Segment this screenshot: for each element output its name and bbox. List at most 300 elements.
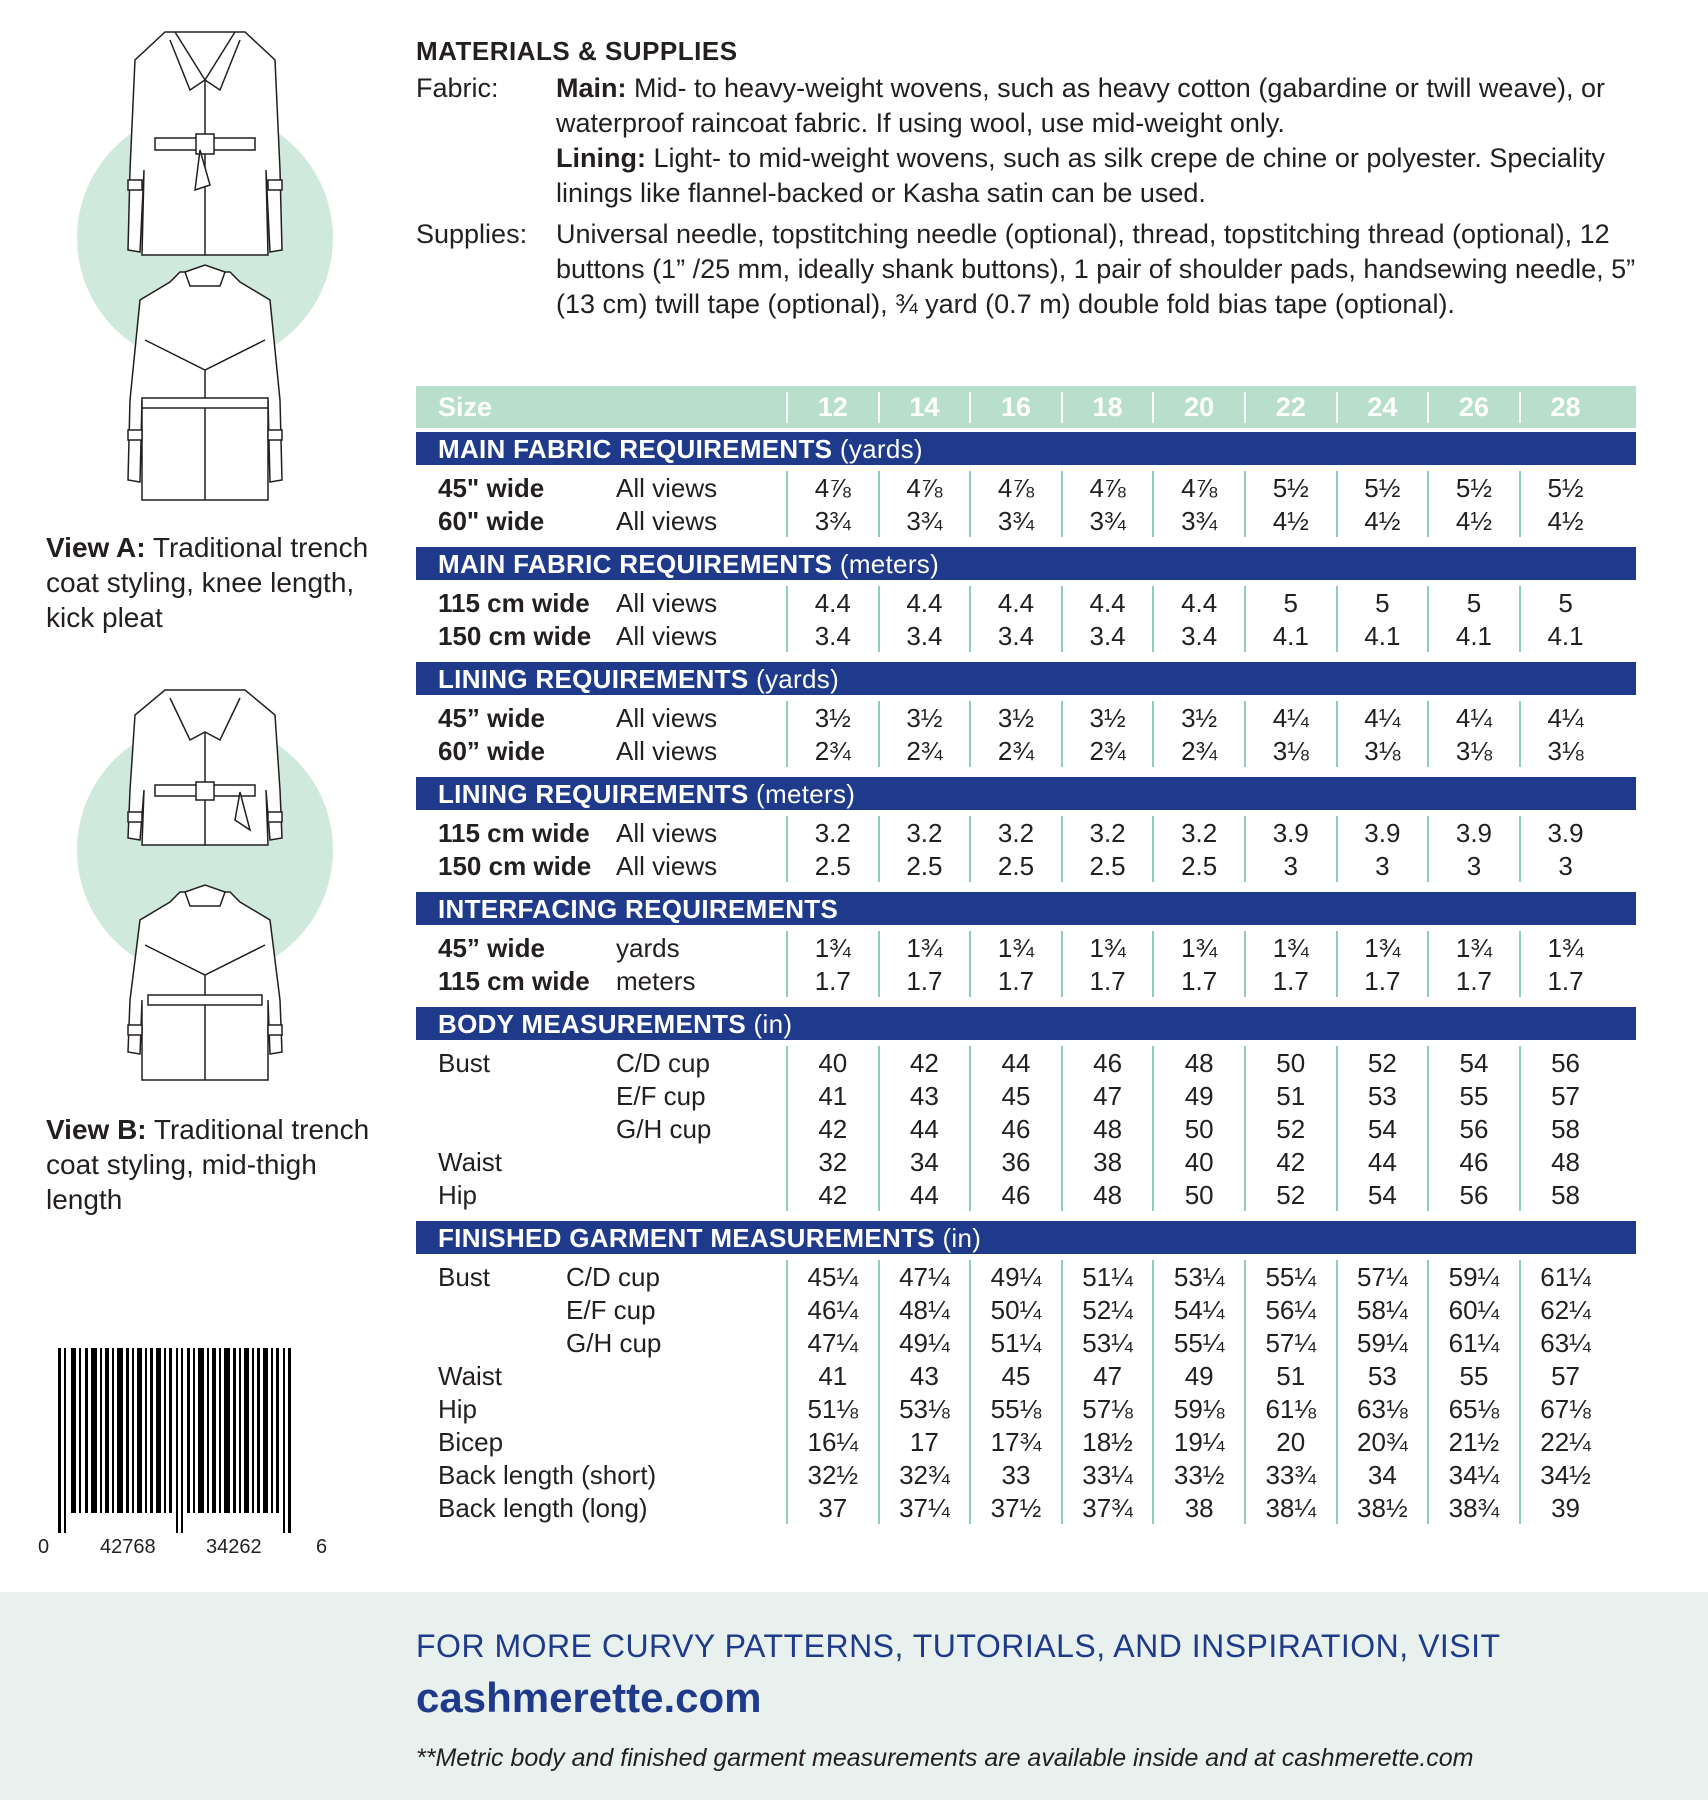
- table-row: [416, 1260, 1636, 1293]
- table-cell: 5½: [1427, 471, 1519, 504]
- table-cell: 55: [1427, 1359, 1519, 1392]
- row-label: Waist: [438, 1361, 503, 1391]
- row-sublabel: E/F cup: [616, 1081, 706, 1111]
- table-cell: 3.4: [878, 619, 970, 652]
- table-cell: 4.4: [878, 586, 970, 619]
- row-label: Hip: [438, 1394, 478, 1424]
- table-cell: 3⅛: [1244, 734, 1336, 767]
- table-cell: 40: [786, 1046, 878, 1079]
- table-row: [416, 1178, 1636, 1211]
- table-cell: 1.7: [786, 964, 878, 997]
- table-cell: 1.7: [878, 964, 970, 997]
- table-cell: 3½: [1061, 701, 1153, 734]
- table-cell: 56¼: [1244, 1293, 1336, 1326]
- table-row: [416, 701, 1636, 734]
- row-sublabel: meters: [616, 966, 696, 996]
- row-sublabel: [566, 1425, 786, 1458]
- table-cell: 3¾: [786, 504, 878, 537]
- lining-text: Light- to mid-weight wovens, such as silk crepe de chine or polyester. Speciality linings like flannel-backed or Kasha satin can be used.: [556, 143, 1605, 208]
- table-cell: 63¼: [1519, 1326, 1611, 1359]
- table-cell: 2.5: [969, 849, 1061, 882]
- table-cell: 2.5: [878, 849, 970, 882]
- table-cell: 1¾: [1427, 931, 1519, 964]
- table-cell: 16¼: [786, 1425, 878, 1458]
- table-cell: 50¼: [969, 1293, 1061, 1326]
- section-rows: [416, 810, 1636, 888]
- table-row: [416, 1425, 1636, 1458]
- table-cell: 3½: [1152, 701, 1244, 734]
- table-cell: 4.4: [969, 586, 1061, 619]
- table-cell: 57¼: [1244, 1326, 1336, 1359]
- table-cell: 57¼: [1336, 1260, 1428, 1293]
- table-cell: 48: [1152, 1046, 1244, 1079]
- table-cell: 3.2: [1152, 816, 1244, 849]
- lining-fabric-text: [556, 141, 1636, 211]
- table-cell: 55¼: [1152, 1326, 1244, 1359]
- table-cell: 44: [878, 1112, 970, 1145]
- table-cell: 37: [786, 1491, 878, 1524]
- table-cell: 33¼: [1061, 1458, 1153, 1491]
- table-row: [416, 1293, 1636, 1326]
- table-cell: 49: [1152, 1079, 1244, 1112]
- table-cell: 3.2: [786, 816, 878, 849]
- table-cell: 51: [1244, 1079, 1336, 1112]
- row-label: 150 cm wide: [438, 851, 592, 881]
- view-b-name: View B:: [46, 1114, 147, 1145]
- table-cell: 67⅛: [1519, 1392, 1611, 1425]
- barcode-digit-1: 0: [38, 1536, 50, 1558]
- table-cell: 1¾: [878, 931, 970, 964]
- table-cell: 4.1: [1427, 619, 1519, 652]
- section-title: INTERFACING REQUIREMENTS: [438, 894, 839, 924]
- table-cell: 5½: [1244, 471, 1336, 504]
- table-cell: 1.7: [1519, 964, 1611, 997]
- table-cell: 53⅛: [878, 1392, 970, 1425]
- table-cell: 61¼: [1427, 1326, 1519, 1359]
- row-label: 60” wide: [438, 736, 545, 766]
- table-cell: 51¼: [1061, 1260, 1153, 1293]
- table-cell: 1¾: [1152, 931, 1244, 964]
- row-sublabel: E/F cup: [566, 1295, 656, 1325]
- main-label: Main:: [556, 73, 627, 103]
- table-cell: 32½: [786, 1458, 878, 1491]
- table-cell: 55: [1427, 1079, 1519, 1112]
- section-5: [416, 1007, 1636, 1217]
- table-cell: 49¼: [878, 1326, 970, 1359]
- table-cell: 17¾: [969, 1425, 1061, 1458]
- table-cell: 60¼: [1427, 1293, 1519, 1326]
- row-sublabel: C/D cup: [616, 1048, 710, 1078]
- table-cell: 44: [969, 1046, 1061, 1079]
- section-unit: (yards): [839, 434, 923, 464]
- table-cell: 53: [1336, 1359, 1428, 1392]
- table-row: [416, 1145, 1636, 1178]
- table-row: [416, 816, 1636, 849]
- section-2: [416, 662, 1636, 773]
- table-cell: 4.4: [786, 586, 878, 619]
- row-label: Back length (long): [438, 1493, 648, 1523]
- section-6: [416, 1221, 1636, 1530]
- table-row: [416, 1392, 1636, 1425]
- table-row: [416, 964, 1636, 997]
- table-cell: 58¼: [1336, 1293, 1428, 1326]
- table-cell: 4.4: [1061, 586, 1153, 619]
- section-title: BODY MEASUREMENTS: [438, 1009, 746, 1039]
- table-cell: 40: [1152, 1145, 1244, 1178]
- table-cell: 61¼: [1519, 1260, 1611, 1293]
- table-cell: 3.4: [786, 619, 878, 652]
- table-cell: 59⅛: [1152, 1392, 1244, 1425]
- row-label: 115 cm wide: [438, 966, 590, 996]
- footer: [0, 1592, 1708, 1800]
- table-cell: 53: [1336, 1079, 1428, 1112]
- table-cell: 57: [1519, 1359, 1611, 1392]
- table-cell: 57: [1519, 1079, 1611, 1112]
- table-cell: 3¾: [878, 504, 970, 537]
- section-rows: [416, 925, 1636, 1003]
- table-cell: 57⅛: [1061, 1392, 1153, 1425]
- table-cell: 46¼: [786, 1293, 878, 1326]
- section-header: [416, 547, 1636, 580]
- table-row: [416, 1046, 1636, 1079]
- table-cell: 34: [1336, 1458, 1428, 1491]
- table-cell: 59¼: [1427, 1260, 1519, 1293]
- table-cell: 1.7: [1244, 964, 1336, 997]
- table-cell: 33½: [1152, 1458, 1244, 1491]
- table-cell: 17: [878, 1425, 970, 1458]
- row-sublabel: yards: [616, 933, 680, 963]
- table-cell: 2¾: [878, 734, 970, 767]
- table-cell: 3½: [969, 701, 1061, 734]
- table-cell: 59¼: [1336, 1326, 1428, 1359]
- table-cell: 1.7: [1336, 964, 1428, 997]
- table-cell: 2¾: [786, 734, 878, 767]
- table-cell: 3: [1336, 849, 1428, 882]
- table-cell: 20¾: [1336, 1425, 1428, 1458]
- table-cell: 54: [1336, 1112, 1428, 1145]
- table-cell: 4.1: [1336, 619, 1428, 652]
- table-cell: 1.7: [969, 964, 1061, 997]
- table-cell: 48: [1061, 1178, 1153, 1211]
- table-cell: 2¾: [1152, 734, 1244, 767]
- row-sublabel: [566, 1392, 786, 1425]
- table-cell: 48¼: [878, 1293, 970, 1326]
- table-cell: 37¾: [1061, 1491, 1153, 1524]
- table-cell: 43: [878, 1359, 970, 1392]
- view-a-caption: [46, 530, 376, 635]
- table-cell: 53¼: [1061, 1326, 1153, 1359]
- table-cell: 48: [1519, 1145, 1611, 1178]
- section-header: [416, 432, 1636, 465]
- table-cell: 4¼: [1336, 701, 1428, 734]
- table-cell: 3⅛: [1336, 734, 1428, 767]
- table-cell: 41: [786, 1359, 878, 1392]
- table-cell: 44: [1336, 1145, 1428, 1178]
- table-cell: 3: [1519, 849, 1611, 882]
- size-chart: [416, 386, 1636, 1530]
- section-unit: (in): [942, 1223, 982, 1253]
- row-label: Bust: [438, 1262, 491, 1292]
- barcode-digit-4: 6: [316, 1536, 328, 1558]
- table-cell: 37½: [969, 1491, 1061, 1524]
- table-cell: 32: [786, 1145, 878, 1178]
- row-sublabel: All views: [616, 736, 718, 766]
- barcode-digit-3: 34262: [206, 1536, 262, 1558]
- table-cell: 4½: [1519, 504, 1611, 537]
- row-sublabel: All views: [616, 818, 718, 848]
- main-fabric-text: [556, 71, 1636, 141]
- table-cell: 38: [1152, 1491, 1244, 1524]
- row-label: 150 cm wide: [438, 621, 592, 651]
- table-cell: 58: [1519, 1112, 1611, 1145]
- supplies-row: [416, 217, 1636, 322]
- table-cell: 4⅞: [1152, 471, 1244, 504]
- table-row: [416, 619, 1636, 652]
- table-cell: 1.7: [1152, 964, 1244, 997]
- table-row: [416, 586, 1636, 619]
- table-row: [416, 1359, 1636, 1392]
- fabric-row: [416, 71, 1636, 211]
- table-row: [416, 1079, 1636, 1112]
- size-12: 12: [786, 392, 878, 423]
- table-cell: 1.7: [1427, 964, 1519, 997]
- table-cell: 5: [1336, 586, 1428, 619]
- row-label: [416, 1112, 616, 1145]
- fabric-label: Fabric:: [416, 73, 499, 103]
- size-28: 28: [1519, 392, 1611, 423]
- row-sublabel: All views: [616, 703, 718, 733]
- section-rows: [416, 1254, 1636, 1530]
- table-cell: 22¼: [1519, 1425, 1611, 1458]
- table-cell: 1¾: [1061, 931, 1153, 964]
- table-cell: 4⅞: [969, 471, 1061, 504]
- row-sublabel: G/H cup: [616, 1114, 712, 1144]
- table-cell: 3: [1244, 849, 1336, 882]
- table-row: [416, 734, 1636, 767]
- table-cell: 56: [1519, 1046, 1611, 1079]
- supplies-text: Universal needle, topstitching needle (optional), thread, topstitching thread (optional), 12 buttons (1” /25 mm, ideally shank buttons), 1 pair of shoulder pads, handsewing needle, 5” (13 cm) twill tape (optional), ¾ yard (0.7 m) double fold bias tape (optional).: [556, 219, 1636, 319]
- row-sublabel: All views: [616, 473, 718, 503]
- table-cell: 1¾: [786, 931, 878, 964]
- table-cell: 42: [878, 1046, 970, 1079]
- table-cell: 49: [1152, 1359, 1244, 1392]
- section-rows: [416, 695, 1636, 773]
- lining-label: Lining:: [556, 143, 646, 173]
- table-cell: 47¼: [878, 1260, 970, 1293]
- section-header: [416, 1221, 1636, 1254]
- size-14: 14: [878, 392, 970, 423]
- size-16: 16: [969, 392, 1061, 423]
- main-text: Mid- to heavy-weight wovens, such as heavy cotton (gabardine or twill weave), or waterproof raincoat fabric. If using wool, use mid-weight only.: [556, 73, 1605, 138]
- table-cell: 44: [878, 1178, 970, 1211]
- row-sublabel: All views: [616, 506, 718, 536]
- table-cell: 21½: [1427, 1425, 1519, 1458]
- barcode: [38, 1348, 338, 1560]
- footer-note: **Metric body and finished garment measurements are available inside and at cashmerette.com: [416, 1744, 1474, 1772]
- row-sublabel: [566, 1458, 786, 1491]
- table-cell: 42: [786, 1178, 878, 1211]
- table-cell: 1¾: [1336, 931, 1428, 964]
- table-cell: 42: [786, 1112, 878, 1145]
- requirement-sections: [416, 432, 1636, 1530]
- table-cell: 3.2: [878, 816, 970, 849]
- table-row: [416, 849, 1636, 882]
- table-cell: 45: [969, 1079, 1061, 1112]
- table-row: [416, 1491, 1636, 1524]
- section-title: MAIN FABRIC REQUIREMENTS: [438, 549, 833, 579]
- section-unit: (meters): [839, 549, 940, 579]
- table-cell: 42: [1244, 1145, 1336, 1178]
- table-cell: 4.1: [1519, 619, 1611, 652]
- table-cell: 4.4: [1152, 586, 1244, 619]
- table-cell: 3¾: [1152, 504, 1244, 537]
- table-cell: 1.7: [1061, 964, 1153, 997]
- row-sublabel: All views: [616, 851, 718, 881]
- section-header: [416, 662, 1636, 695]
- section-unit: (meters): [756, 779, 856, 809]
- row-label: Bicep: [438, 1427, 504, 1457]
- barcode-digit-2: 42768: [100, 1536, 156, 1558]
- table-cell: 3.4: [969, 619, 1061, 652]
- row-label: [416, 1326, 566, 1359]
- row-label: Waist: [438, 1147, 503, 1177]
- table-cell: 3: [1427, 849, 1519, 882]
- table-cell: 1¾: [1244, 931, 1336, 964]
- table-cell: 4½: [1336, 504, 1428, 537]
- section-header: [416, 777, 1636, 810]
- row-label: 45” wide: [438, 933, 545, 963]
- table-cell: 3.2: [969, 816, 1061, 849]
- table-cell: 18½: [1061, 1425, 1153, 1458]
- section-0: [416, 432, 1636, 543]
- table-cell: 51¼: [969, 1326, 1061, 1359]
- table-cell: 4⅞: [1061, 471, 1153, 504]
- table-cell: 47: [1061, 1359, 1153, 1392]
- section-3: [416, 777, 1636, 888]
- table-cell: 58: [1519, 1178, 1611, 1211]
- table-cell: 3.4: [1061, 619, 1153, 652]
- table-cell: 45¼: [786, 1260, 878, 1293]
- table-cell: 4⅞: [786, 471, 878, 504]
- table-cell: 54: [1336, 1178, 1428, 1211]
- table-cell: 48: [1061, 1112, 1153, 1145]
- row-label: [416, 1079, 616, 1112]
- table-cell: 2¾: [969, 734, 1061, 767]
- table-cell: 38¼: [1244, 1491, 1336, 1524]
- section-1: [416, 547, 1636, 658]
- table-cell: 5½: [1519, 471, 1611, 504]
- table-cell: 4¼: [1519, 701, 1611, 734]
- table-cell: 55⅛: [969, 1392, 1061, 1425]
- row-label: 115 cm wide: [438, 588, 590, 618]
- row-label: [416, 1293, 566, 1326]
- table-cell: 45: [969, 1359, 1061, 1392]
- table-cell: 32¾: [878, 1458, 970, 1491]
- row-label: 115 cm wide: [438, 818, 590, 848]
- footer-website-link[interactable]: cashmerette.com: [416, 1674, 762, 1721]
- left-column: [0, 0, 400, 1590]
- table-cell: 3.9: [1519, 816, 1611, 849]
- table-cell: 56: [1427, 1112, 1519, 1145]
- table-cell: 3.4: [1152, 619, 1244, 652]
- table-cell: 65⅛: [1427, 1392, 1519, 1425]
- table-cell: 1¾: [969, 931, 1061, 964]
- size-18: 18: [1061, 392, 1153, 423]
- materials-title: MATERIALS & SUPPLIES: [416, 36, 738, 66]
- table-cell: 3½: [878, 701, 970, 734]
- table-cell: 19¼: [1152, 1425, 1244, 1458]
- view-a-illustration: [70, 20, 340, 510]
- size-26: 26: [1427, 392, 1519, 423]
- table-cell: 47¼: [786, 1326, 878, 1359]
- table-row: [416, 1112, 1636, 1145]
- section-title: FINISHED GARMENT MEASUREMENTS: [438, 1223, 935, 1253]
- table-cell: 4½: [1427, 504, 1519, 537]
- row-sublabel: C/D cup: [566, 1262, 660, 1292]
- table-cell: 38: [1061, 1145, 1153, 1178]
- row-label: Back length (short): [438, 1460, 657, 1490]
- section-rows: [416, 580, 1636, 658]
- table-cell: 5: [1519, 586, 1611, 619]
- table-row: [416, 1326, 1636, 1359]
- table-cell: 3.9: [1427, 816, 1519, 849]
- table-cell: 52: [1336, 1046, 1428, 1079]
- table-cell: 46: [1427, 1145, 1519, 1178]
- table-cell: 3.9: [1244, 816, 1336, 849]
- table-cell: 38¾: [1427, 1491, 1519, 1524]
- size-20: 20: [1152, 392, 1244, 423]
- row-sublabel: [566, 1359, 786, 1392]
- row-sublabel: All views: [616, 588, 718, 618]
- row-sublabel: [566, 1491, 786, 1524]
- table-cell: 2.5: [1152, 849, 1244, 882]
- table-cell: 2¾: [1061, 734, 1153, 767]
- section-header: [416, 892, 1636, 925]
- section-title: MAIN FABRIC REQUIREMENTS: [438, 434, 833, 464]
- row-label: 60" wide: [438, 506, 545, 536]
- table-cell: 33: [969, 1458, 1061, 1491]
- table-cell: 46: [969, 1112, 1061, 1145]
- section-unit: (yards): [756, 664, 840, 694]
- table-cell: 47: [1061, 1079, 1153, 1112]
- table-cell: 20: [1244, 1425, 1336, 1458]
- table-cell: 62¼: [1519, 1293, 1611, 1326]
- section-header: [416, 1007, 1636, 1040]
- table-cell: 3.2: [1061, 816, 1153, 849]
- row-sublabel: G/H cup: [566, 1328, 662, 1358]
- table-cell: 3⅛: [1519, 734, 1611, 767]
- table-cell: 46: [1061, 1046, 1153, 1079]
- table-cell: 2.5: [1061, 849, 1153, 882]
- table-cell: 63⅛: [1336, 1392, 1428, 1425]
- table-cell: 5: [1427, 586, 1519, 619]
- table-cell: 50: [1152, 1178, 1244, 1211]
- table-row: [416, 471, 1636, 504]
- supplies-label: Supplies:: [416, 219, 528, 249]
- table-cell: 1¾: [1519, 931, 1611, 964]
- table-cell: 5½: [1336, 471, 1428, 504]
- table-cell: 3⅛: [1427, 734, 1519, 767]
- table-row: [416, 931, 1636, 964]
- table-cell: 33¾: [1244, 1458, 1336, 1491]
- table-cell: 34½: [1519, 1458, 1611, 1491]
- row-label: Bust: [438, 1048, 491, 1078]
- size-values: [786, 392, 1610, 423]
- section-rows: [416, 1040, 1636, 1217]
- table-cell: 61⅛: [1244, 1392, 1336, 1425]
- table-row: [416, 504, 1636, 537]
- table-cell: 34: [878, 1145, 970, 1178]
